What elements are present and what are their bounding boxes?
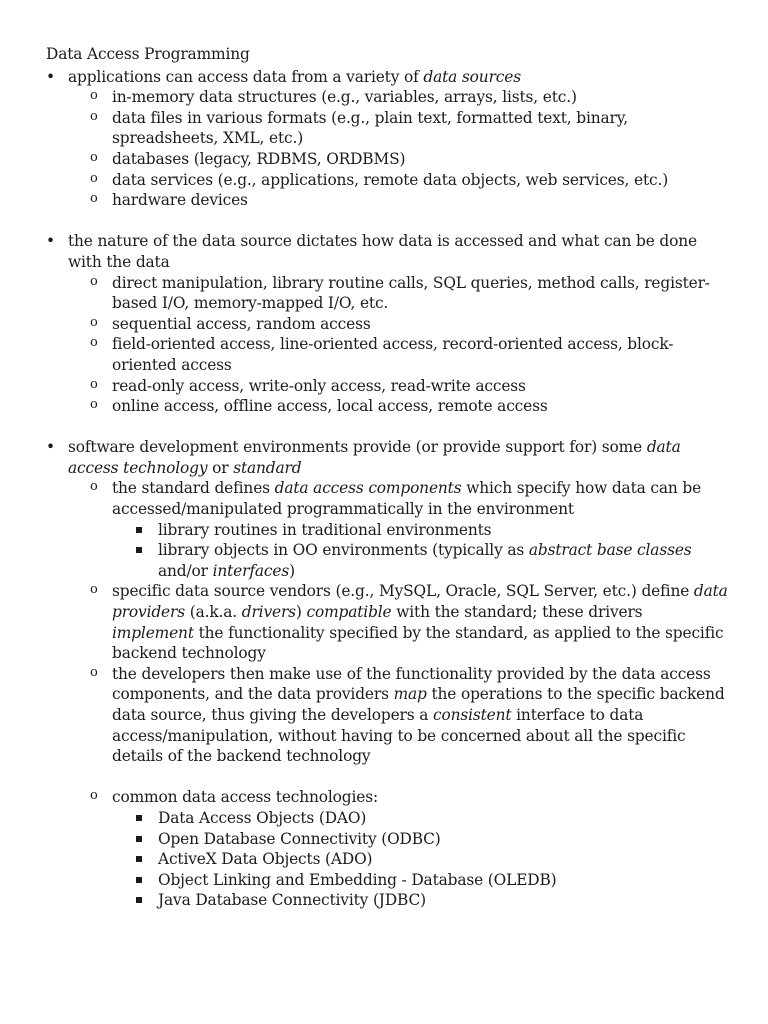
main-bullet-list: [46, 67, 728, 911]
sub-sub-list: [112, 520, 728, 582]
emphasis: data providers: [112, 582, 728, 622]
emphasis: compatible: [306, 603, 392, 622]
text: the functionality specified by the standard, as applied to the specific backend technology: [112, 623, 724, 663]
sub-list-data-sources: [68, 87, 728, 211]
text: library objects in OO environments (typically as: [158, 541, 529, 560]
list-item: [112, 540, 728, 581]
emphasis: interfaces: [212, 561, 290, 580]
text: the operations to the specific backend data source, thus giving the developers a: [112, 685, 725, 724]
text: the standard defines: [112, 479, 275, 498]
text: which specify how data can be accessed/manipulated programmatically in the environment: [112, 479, 702, 519]
text: the nature of the data source dictates how data is accessed and what can be done with the data: [68, 232, 697, 271]
emphasis: consistent: [433, 706, 512, 724]
emphasis: data access technology: [68, 438, 681, 477]
list-item: Object Linking and Embedding - Database (OLEDB): [112, 870, 728, 891]
text: (a.k.a.: [184, 603, 242, 622]
list-item: Open Database Connectivity (ODBC): [112, 829, 728, 850]
emphasis: abstract base classes: [528, 541, 692, 560]
list-item: o sequential access, random access: [68, 314, 728, 335]
page-title: Data Access Programming: [46, 45, 250, 63]
text: the developers then make use of the functionality provided by the data access components, and the data providers: [112, 664, 711, 704]
list-item: ActiveX Data Objects (ADO): [112, 849, 728, 870]
text: ): [295, 603, 307, 622]
technology-list: [112, 808, 728, 911]
list-item: o field-oriented access, line-oriented access, record-oriented access, block-oriented access: [68, 334, 728, 375]
list-item-developers: [68, 664, 728, 767]
text: common data access technologies:: [112, 788, 378, 807]
bullet-nature-of-source: [46, 231, 728, 416]
list-item-standard-defines: [68, 478, 728, 581]
sub-list-access-types: [68, 273, 728, 417]
list-item: o in-memory data structures (e.g., variables, arrays, lists, etc.): [68, 87, 728, 108]
list-item: o hardware devices: [68, 190, 728, 211]
list-item: o direct manipulation, library routine calls, SQL queries, method calls, register-based I/O, memory-mapped I/O, etc.: [68, 273, 728, 314]
emphasis: data sources: [423, 67, 521, 86]
list-item: library routines in traditional environments: [112, 520, 728, 541]
text: applications can access data from a variety of: [68, 67, 424, 86]
list-item: o online access, offline access, local access, remote access: [68, 396, 728, 417]
emphasis: implement: [112, 623, 194, 642]
list-item: Data Access Objects (DAO): [112, 808, 728, 829]
bullet-dev-environments: [46, 437, 728, 911]
text: and/or: [158, 561, 213, 580]
list-item: o data files in various formats (e.g., plain text, formatted text, binary, spreadsheets, XML, etc.): [68, 108, 728, 149]
list-item-common-technologies: [68, 787, 728, 911]
sub-list-standard: [68, 478, 728, 910]
list-item: o data services (e.g., applications, remote data objects, web services, etc.): [68, 170, 728, 191]
list-item: o read-only access, write-only access, read-write access: [68, 376, 728, 397]
emphasis: standard: [233, 458, 302, 477]
list-item-vendors: [68, 581, 728, 663]
text: interface to data access/manipulation, without having to be concerned about all the specific details of the backend technology: [112, 706, 686, 766]
text: or: [207, 458, 234, 477]
bullet-data-sources: [46, 67, 728, 211]
list-item: Java Database Connectivity (JDBC): [112, 890, 728, 911]
text: software development environments provide (or provide support for) some: [68, 438, 647, 457]
text: with the standard; these drivers: [391, 603, 643, 622]
emphasis: data access components: [274, 479, 462, 498]
emphasis: drivers: [241, 603, 296, 622]
list-item: o databases (legacy, RDBMS, ORDBMS): [68, 149, 728, 170]
emphasis: map: [393, 685, 427, 704]
text: specific data source vendors (e.g., MySQL, Oracle, SQL Server, etc.) define: [112, 582, 694, 601]
text: ): [289, 561, 295, 580]
